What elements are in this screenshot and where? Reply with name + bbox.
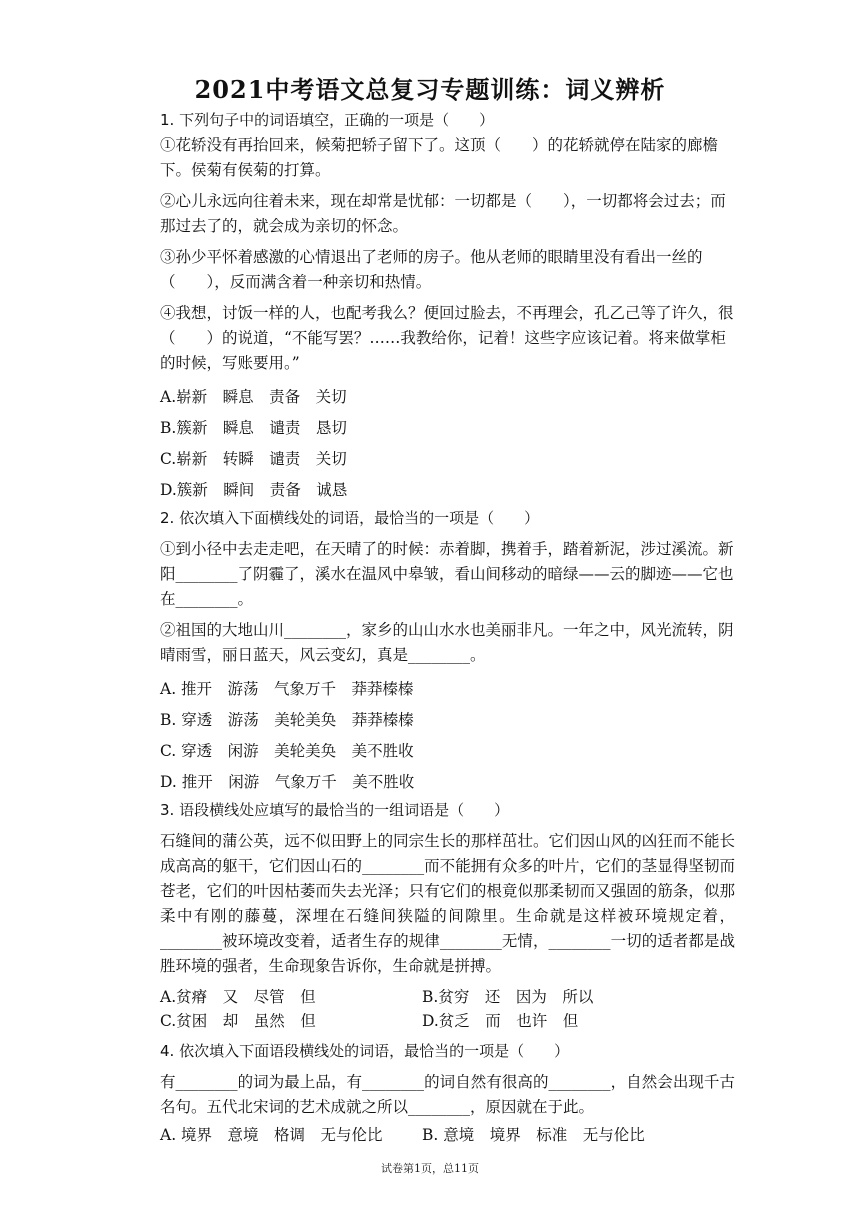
- question-1-stem: 1. 下列句子中的词语填空，正确的一项是（ ）: [160, 111, 495, 129]
- question-1-option-b: B.簇新 瞬息 谴责 恳切: [160, 419, 347, 437]
- question-4-stem: 4. 依次填入下面语段横线处的词语，最恰当的一项是（ ）: [160, 1042, 570, 1060]
- question-4-option-b: B. 意境 境界 标准 无与伦比: [422, 1126, 645, 1144]
- question-4-option-a: A. 境界 意境 格调 无与伦比: [160, 1126, 383, 1144]
- question-1-sentence-1: ①花轿没有再抬回来，候菊把轿子留下了。这顶（ ）的花轿就停在陆家的廊檐下。侯菊有侯菊的打算。: [160, 136, 719, 179]
- question-3-options-row-1: [160, 985, 735, 1009]
- question-1-sentence-4: ④我想，讨饭一样的人，也配考我么？便回过脸去，不再理会，孔乙己等了许久，很（ ）的说道，“不能写罢？……我教给你，记着！这些字应该记着。将来做掌柜的时候，写账要用。”: [160, 304, 734, 372]
- question-2-option-c: C. 穿透 闲游 美轮美奂 美不胜收: [160, 742, 414, 760]
- question-4-passage: 有________的词为最上品，有________的词自然有很高的________，自然会出现千古名句。五代北宋词的艺术成就之所以________，原因就在于此。: [160, 1073, 735, 1116]
- question-2-option-d: D. 推开 闲游 气象万千 美不胜收: [160, 773, 415, 791]
- question-4-options-row-1: [160, 1120, 735, 1151]
- question-3-passage: 石缝间的蒲公英，远不似田野上的同宗生长的那样茁壮。它们因山风的凶狂而不能长成高高的躯干，它们因山石的________而不能拥有众多的叶片，它们的茎显得坚韧而苍老，它们的叶因枯萎而失去光泽；只有它们的根竟似那柔韧而又强固的筋条，似那柔中有刚的藤蔓，深埋在石缝间狭隘的间隙里。生命就是这样被环境规定着，________被环境改变着，适者生存的规律________无情，________一切的适者都是战胜环境的强者，生命现象告诉你，生命就是拼搏。: [160, 832, 735, 975]
- question-2-option-a: A. 推开 游荡 气象万千 莽莽榛榛: [160, 680, 414, 698]
- question-3-options-row-2: [160, 1009, 735, 1033]
- question-3-option-b: B.贫穷 还 因为 所以: [422, 988, 594, 1006]
- question-1-option-a: A.崭新 瞬息 责备 关切: [160, 388, 347, 406]
- question-3-option-c: C.贫困 却 虽然 但: [160, 1012, 316, 1030]
- question-1-option-c: C.崭新 转瞬 谴责 关切: [160, 450, 347, 468]
- question-3-stem: 3. 语段横线处应填写的最恰当的一组词语是（ ）: [160, 801, 510, 819]
- question-2-stem: 2. 依次填入下面横线处的词语，最恰当的一项是（ ）: [160, 509, 540, 527]
- question-3-option-d: D.贫乏 而 也许 但: [422, 1012, 579, 1030]
- page-footer: 试卷第1页，总11页: [381, 1162, 479, 1175]
- question-2-option-b: B. 穿透 游荡 美轮美奂 莽莽榛榛: [160, 711, 414, 729]
- question-2-sentence-2: ②祖国的大地山川________，家乡的山山水水也美丽非凡。一年之中，风光流转，阴晴雨雪，丽日蓝天，风云变幻，真是________。: [160, 621, 734, 664]
- question-3-option-a: A.贫瘠 又 尽管 但: [160, 988, 316, 1006]
- question-2-sentence-1: ①到小径中去走走吧，在天晴了的时候：赤着脚，携着手，踏着新泥，涉过溪流。新阳________了阴霾了，溪水在温风中皋皱，看山间移动的暗绿——云的脚迹——它也在________。: [160, 540, 734, 608]
- question-1-sentence-2: ②心儿永远向往着未来，现在却常是忧郁：一切都是（ ），一切都将会过去；而那过去了的，就会成为亲切的怀念。: [160, 192, 726, 235]
- page-title: 2021中考语文总复习专题训练：词义辨析: [194, 75, 666, 104]
- question-1-sentence-3: ③孙少平怀着感激的心情退出了老师的房子。他从老师的眼睛里没有看出一丝的（ ），反而满含着一种亲切和热情。: [160, 248, 703, 291]
- question-1-option-d: D.簇新 瞬间 责备 诚恳: [160, 481, 348, 499]
- question-list: [160, 108, 735, 1151]
